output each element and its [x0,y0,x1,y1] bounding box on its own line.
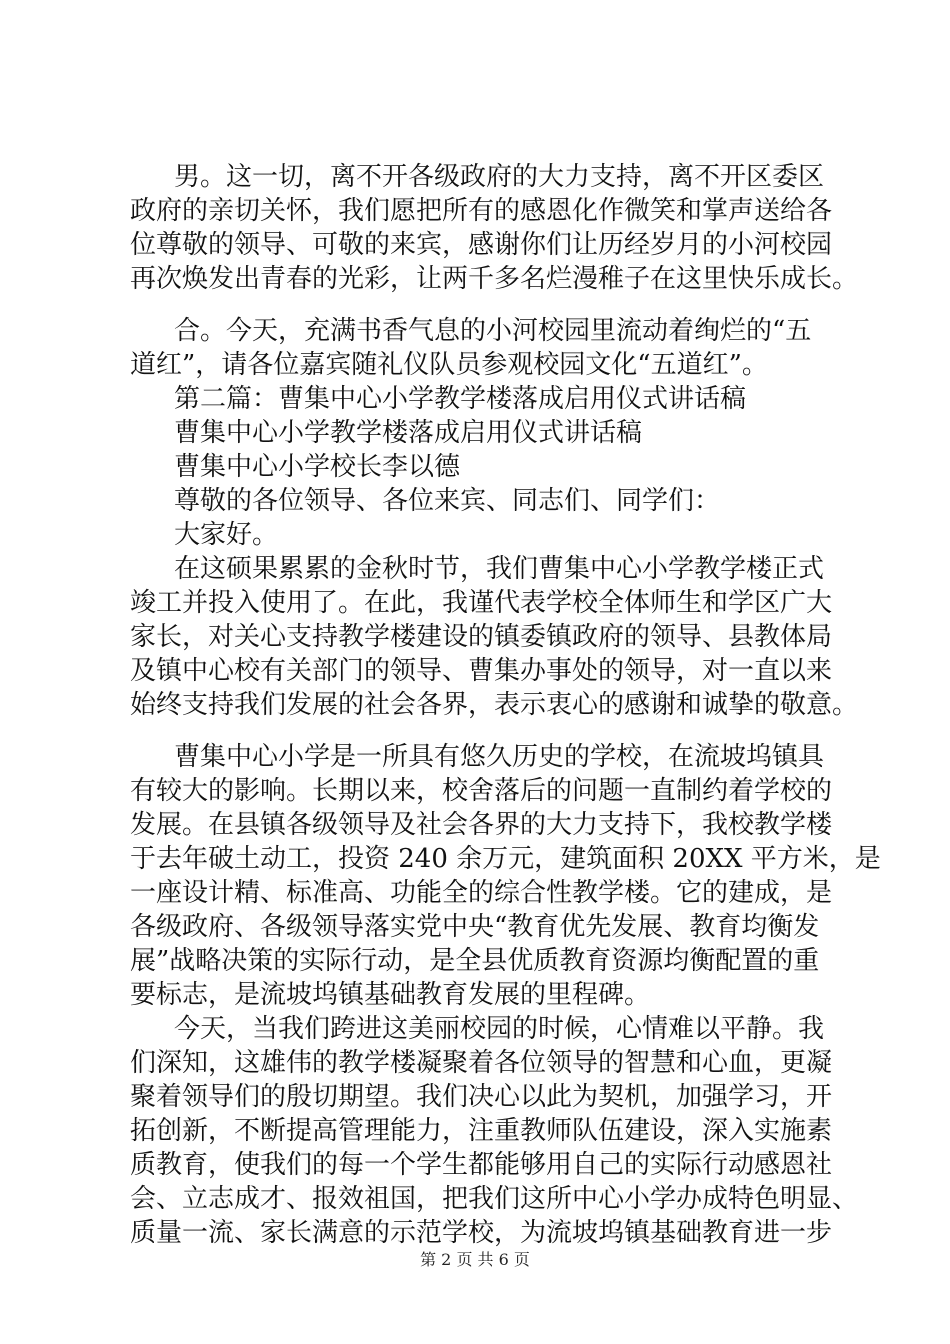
text-line: 有较大的影响。长期以来，校舍落后的问题一直制约着学校的 [130,776,833,806]
section-heading [130,382,850,416]
text-line: 始终支持我们发展的社会各界，表示衷心的感谢和诚挚的敬意。 [130,690,859,720]
text-line: 合。今天，充满书香气息的小河校园里流动着绚烂的“五 [174,316,812,346]
paragraph [130,552,859,722]
text-line: 会、立志成才、报效祖国，把我们这所中心小学办成特色明显、 [130,1184,859,1214]
paragraph [130,1012,859,1250]
paragraph [130,740,881,1012]
text-line: 第二篇：曹集中心小学教学楼落成启用仪式讲话稿 [174,384,747,414]
paragraph [130,160,859,296]
text-line: 们深知，这雄伟的教学楼凝聚着各位领导的智慧和心血，更凝 [130,1048,833,1078]
salutation [130,484,850,518]
greeting [130,518,850,552]
text-line: 位尊敬的领导、可敬的来宾，感谢你们让历经岁月的小河校园 [130,230,833,260]
document-body [130,160,881,1250]
text-line: 曹集中心小学校长李以德 [174,452,461,482]
text-line: 聚着领导们的殷切期望。我们决心以此为契机，加强学习，开 [130,1082,833,1112]
text-line: 再次焕发出青春的光彩，让两千多名烂漫稚子在这里快乐成长。 [130,264,859,294]
paragraph-gap [130,722,850,740]
paragraph-gap [130,296,850,314]
text-line: 质量一流、家长满意的示范学校，为流坡坞镇基础教育进一步 [130,1218,833,1248]
text-line: 拓创新，不断提高管理能力，注重教师队伍建设，深入实施素 [130,1116,833,1146]
speech-title [130,416,850,450]
text-line: 尊敬的各位领导、各位来宾、同志们、同学们： [174,486,721,516]
text-line: 及镇中心校有关部门的领导、曹集办事处的领导，对一直以来 [130,656,833,686]
text-line: 各级政府、各级领导落实党中央“教育优先发展、教育均衡发 [130,912,820,942]
page-number-footer: 第 2 页 共 6 页 [420,1250,530,1269]
paragraph [130,314,850,382]
text-line: 政府的亲切关怀，我们愿把所有的感恩化作微笑和掌声送给各 [130,196,833,226]
text-line: 家长，对关心支持教学楼建设的镇委镇政府的领导、县教体局 [130,622,833,652]
text-line: 道红”，请各位嘉宾随礼仪队员参观校园文化“五道红”。 [130,350,768,380]
text-line: 男。这一切，离不开各级政府的大力支持，离不开区委区 [174,162,825,192]
speaker-line [130,450,850,484]
text-line: 质教育，使我们的每一个学生都能够用自己的实际行动感恩社 [130,1150,833,1180]
text-line: 曹集中心小学教学楼落成启用仪式讲话稿 [174,418,643,448]
text-line: 要标志，是流坡坞镇基础教育发展的里程碑。 [130,980,651,1010]
text-line: 于去年破土动工，投资 240 余万元，建筑面积 20XX 平方米，是 [130,844,881,874]
text-line: 一座设计精、标准高、功能全的综合性教学楼。它的建成，是 [130,878,833,908]
text-line: 今天，当我们跨进这美丽校园的时候，心情难以平静。我 [174,1014,825,1044]
text-line: 发展。在县镇各级领导及社会各界的大力支持下，我校教学楼 [130,810,833,840]
text-line: 曹集中心小学是一所具有悠久历史的学校，在流坡坞镇具 [174,742,825,772]
text-line: 竣工并投入使用了。在此，我谨代表学校全体师生和学区广大 [130,588,833,618]
text-line: 在这硕果累累的金秋时节，我们曹集中心小学教学楼正式 [174,554,825,584]
text-line: 大家好。 [174,520,279,550]
text-line: 展”战略决策的实际行动，是全县优质教育资源均衡配置的重 [130,946,820,976]
